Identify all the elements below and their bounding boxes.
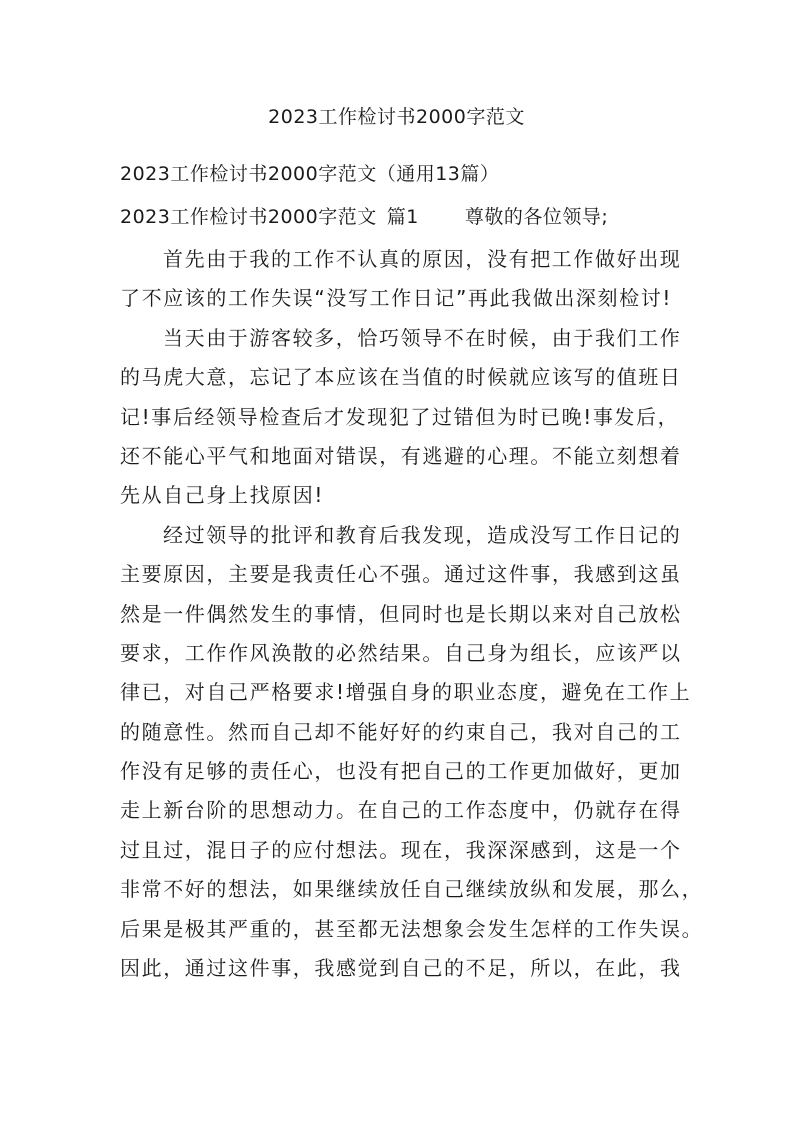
paragraph-line: 走上新台阶的思想动力。在自己的工作态度中，仍就存在得 [120,798,682,823]
section-title: 2023工作检讨书2000字范文 [120,206,377,228]
paragraph-line: 主要原因，主要是我责任心不强。通过这件事，我感到这虽 [120,562,682,587]
document-title: 2023工作检讨书2000字范文 [268,106,525,128]
paragraph-line: 后果是极其严重的，甚至都无法想象会发生怎样的工作失误。 [120,916,704,941]
paragraph-line: 还不能心平气和地面对错误，有逃避的心理。不能立刻想着 [120,443,682,468]
paragraph-line: 先从自己身上找原因! [120,483,325,508]
paragraph-line: 然是一件偶然发生的事情，但同时也是长期以来对自己放松 [120,601,682,626]
paragraph-line: 要求，工作作风涣散的必然结果。自己身为组长，应该严以 [120,640,682,665]
paragraph-line: 过且过，混日子的应付想法。现在，我深深感到，这是一个 [120,837,682,862]
paragraph-line: 首先由于我的工作不认真的原因，没有把工作做好出现 [163,247,682,271]
paragraph-line: 因此，通过这件事，我感觉到自己的不足，所以，在此，我 [120,956,682,981]
paragraph-line: 了不应该的工作失误“没写工作日记”再此我做出深刻检讨! [120,286,672,311]
section-number: 篇1 [386,206,419,228]
paragraph-line: 律已，对自己严格要求!增强自身的职业态度，避免在工作上 [120,680,692,705]
document-subtitle: 2023工作检讨书2000字范文（通用13篇） [120,163,500,185]
body-text [120,240,704,988]
paragraph-line: 非常不好的想法，如果继续放任自己继续放纵和发展，那么， [120,877,704,902]
paragraph-line: 经过领导的批评和教育后我发现，造成没写工作日记的 [163,522,682,547]
paragraph-line: 的随意性。然而自己却不能好好的约束自己，我对自己的工 [120,719,682,744]
paragraph-line: 当天由于游客较多，恰巧领导不在时候，由于我们工作 [163,325,682,350]
greeting: 尊敬的各位领导; [464,206,609,228]
paragraph-line: 的马虎大意，忘记了本应该在当值的时候就应该写的值班日 [120,365,682,390]
paragraph-line: 作没有足够的责任心，也没有把自己的工作更加做好，更加 [120,759,682,784]
section-heading [120,203,608,231]
paragraph-line: 记!事后经领导检查后才发现犯了过错但为时已晚!事发后， [120,404,680,429]
